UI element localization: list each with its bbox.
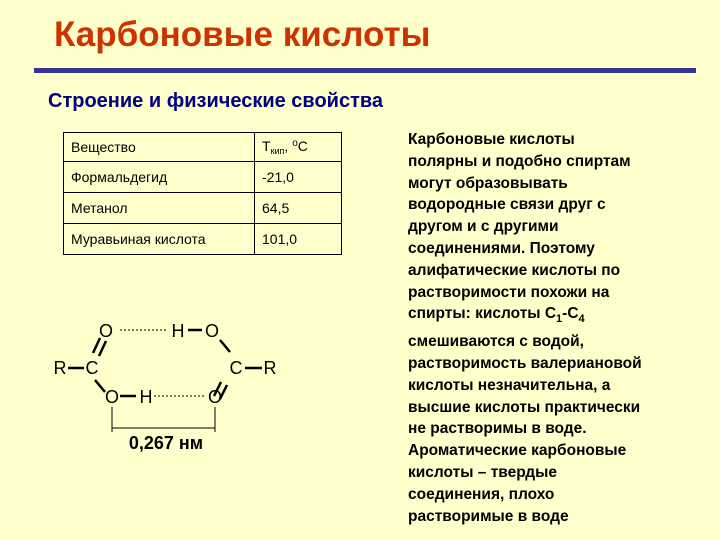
text-line: другом и с другими: [408, 218, 559, 236]
atom-r-left: R: [53, 358, 67, 378]
boiling-point-table: [63, 132, 342, 255]
atom-c-left: C: [85, 358, 99, 378]
header-substance: Вещество: [64, 133, 255, 162]
header-t: Т: [262, 138, 271, 154]
header-sep: ,: [284, 138, 289, 154]
double-bond-c-o-left-a: [99, 341, 106, 356]
table-row: [64, 193, 342, 224]
text-line: кислоты – твердые: [408, 464, 558, 482]
atom-o-bottom-right: O: [207, 387, 223, 407]
cell-boiling-point: 101,0: [255, 224, 342, 255]
atom-h-top: H: [171, 321, 185, 341]
bond-o-c-top-right: [220, 340, 230, 352]
table-row: [64, 224, 342, 255]
formula-sub-4: 4: [578, 313, 585, 326]
text-line: алифатические кислоты по: [408, 261, 621, 279]
dimer-structure-diagram: [40, 310, 300, 460]
text-line: могут образовывать: [408, 174, 568, 192]
text-line: растворимость валериановой: [408, 355, 642, 373]
text-line-formula: [408, 303, 698, 331]
slide-subtitle: Строение и физические свойства: [48, 90, 384, 112]
table-row: [64, 162, 342, 193]
formula-dash: -С: [562, 305, 579, 323]
atom-h-bottom: H: [139, 387, 153, 407]
formula-sub-1: 1: [556, 313, 563, 326]
atom-o-top-left: O: [98, 321, 114, 341]
title-underline: [34, 68, 696, 73]
text-line: водородные связи друг с: [408, 196, 606, 214]
bond-c-o-bottom-left: [95, 380, 105, 392]
text-line: Ароматические карбоновые: [408, 442, 627, 460]
text-line: соединениями. Поэтому: [408, 239, 595, 257]
cell-substance: Муравьиная кислота: [64, 224, 255, 255]
cell-substance: Формальдегид: [64, 162, 255, 193]
header-t-sub: кип: [270, 146, 285, 156]
distance-bracket: [112, 407, 215, 432]
cell-boiling-point: -21,0: [255, 162, 342, 193]
atom-o-top-right: O: [204, 321, 220, 341]
table-header-row: [64, 133, 342, 162]
text-line: растворимые в воде: [408, 507, 569, 525]
text-line: растворимости похожи на: [408, 283, 610, 301]
description-text: [408, 129, 698, 527]
text-line: соединения, плохо: [408, 485, 555, 503]
header-boiling-point: [255, 133, 342, 162]
cell-boiling-point: 64,5: [255, 193, 342, 224]
atom-r-right: R: [263, 358, 277, 378]
text-line: кислоты незначительна, а: [408, 376, 611, 394]
text-line: не растворимы в воде.: [408, 420, 587, 438]
hydrogen-bonds: [120, 330, 205, 396]
atom-c-right: C: [229, 358, 243, 378]
text-line: Карбоновые кислоты: [408, 131, 575, 148]
text-line: смешиваются с водой,: [408, 333, 584, 351]
slide-title: Карбоновые кислоты: [54, 15, 431, 54]
distance-label: 0,267 нм: [128, 433, 204, 453]
atom-o-bottom-left: O: [104, 387, 120, 407]
cell-substance: Метанол: [64, 193, 255, 224]
header-degree: о: [292, 138, 298, 149]
text-line: полярны и подобно спиртам: [408, 152, 631, 170]
text-line-start: спирты: кислоты С: [408, 305, 557, 323]
text-line: высшие кислоты практически: [408, 398, 641, 416]
header-unit: С: [297, 138, 308, 154]
